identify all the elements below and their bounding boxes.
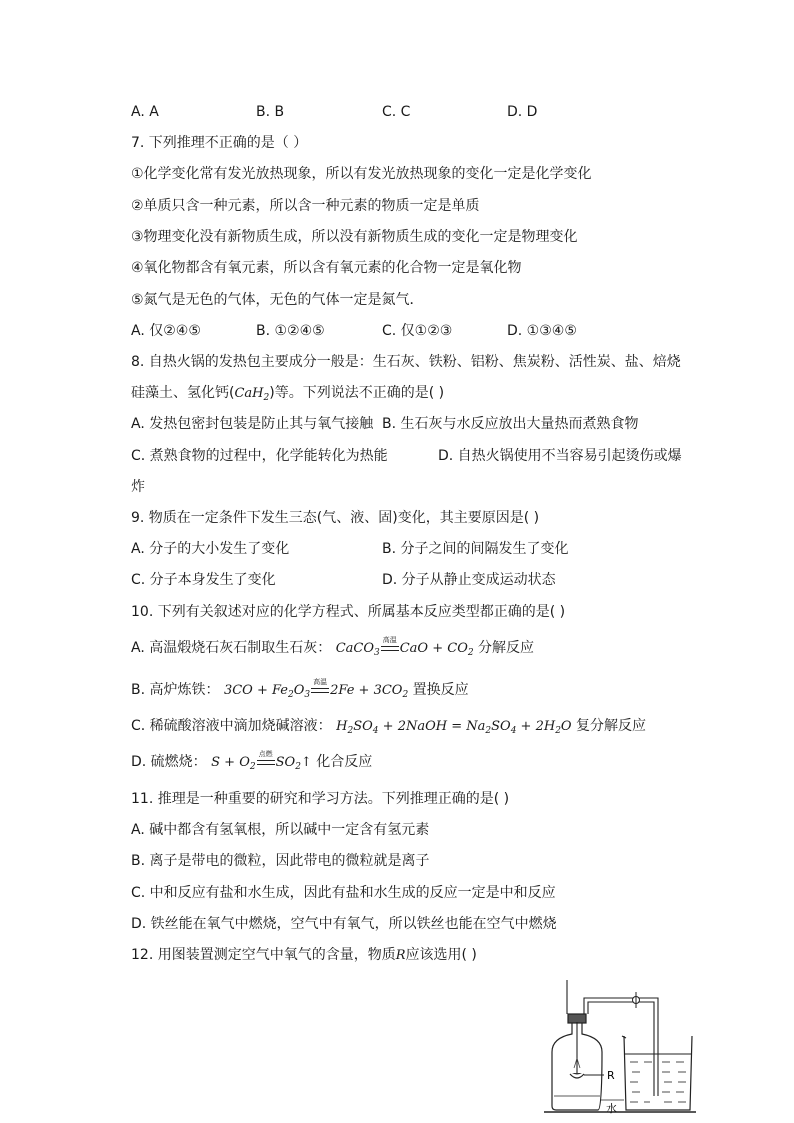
q10-b-text: B. 高炉炼铁：: [131, 682, 220, 698]
q6-option-d[interactable]: D. D: [507, 104, 538, 120]
q10-a-condition: 高温: [382, 636, 397, 644]
q10-stem: 10. 下列有关叙述对应的化学方程式、所属基本反应类型都正确的是( ): [131, 604, 566, 620]
q8-option-a[interactable]: A. 发热包密封包装是防止其与氧气接触: [131, 416, 374, 432]
q10-b-type: 置换反应: [412, 682, 469, 698]
q10-c-type: 复分解反应: [576, 718, 647, 734]
q7-item-3: ③物理变化没有新物质生成，所以没有新物质生成的变化一定是物理变化: [131, 229, 578, 245]
q11-stem: 11. 推理是一种重要的研究和学习方法。下列推理正确的是( ): [131, 791, 510, 807]
q7-option-d[interactable]: D. ①③④⑤: [507, 323, 577, 339]
q8-formula-sub: 2: [263, 393, 270, 403]
q7-item-1: ①化学变化常有发光放热现象，所以有发光放热现象的变化一定是化学变化: [131, 166, 592, 182]
q6-option-a[interactable]: A. A: [131, 104, 159, 120]
q10-a-type: 分解反应: [478, 640, 535, 656]
q12-stem: [131, 945, 477, 966]
q11-option-b[interactable]: B. 离子是带电的微粒，因此带电的微粒就是离子: [131, 853, 430, 869]
q7-option-c[interactable]: C. 仅①②③: [382, 323, 453, 339]
q10-b-equation: $3CO + Fe_2O_3$ 高温 $2Fe + 3CO_2$: [224, 683, 408, 698]
q11-option-d[interactable]: D. 铁丝能在氧气中燃烧，空气中有氧气，所以铁丝也能在空气中燃烧: [131, 916, 557, 932]
q8-option-b[interactable]: B. 生石灰与水反应放出大量热而煮熟食物: [382, 416, 639, 432]
q8-option-d[interactable]: D. 自热火锅使用不当容易引起烫伤或爆: [438, 448, 682, 464]
q7-item-4: ④氧化物都含有氧元素，所以含有氧元素的化合物一定是氧化物: [131, 260, 522, 276]
q8-option-c[interactable]: C. 煮熟食物的过程中，化学能转化为热能: [131, 448, 388, 464]
q10-a-equation: CaCO$_3$ 高温 CaO + $CO_2$: [336, 641, 474, 656]
q9-stem: 9. 物质在一定条件下发生三态(气、液、固)变化，其主要原因是( ): [131, 510, 540, 526]
q10-option-b[interactable]: [131, 680, 469, 701]
substance-r: [572, 1073, 582, 1075]
q10-a-text: A. 高温煅烧石灰石制取生石灰：: [131, 640, 332, 656]
q12-stem-b: 应该选用( ): [405, 947, 477, 963]
q12-stem-r: R: [395, 948, 406, 963]
q8-stem-line1: 8. 自热火锅的发热包主要成分一般是：生石灰、铁粉、铝粉、焦炭粉、活性炭、盐、焙烧: [131, 354, 681, 370]
q7-option-b[interactable]: B. ①②④⑤: [256, 323, 325, 339]
q10-option-a[interactable]: [131, 638, 534, 659]
label-water: 水: [606, 1102, 617, 1115]
q6-option-b[interactable]: B. B: [256, 104, 285, 120]
q9-option-d[interactable]: D. 分子从静止变成运动状态: [382, 572, 556, 588]
q10-d-condition: 点燃: [258, 750, 273, 758]
q11-option-c[interactable]: C. 中和反应有盐和水生成，因此有盐和水生成的反应一定是中和反应: [131, 885, 556, 901]
q6-option-c[interactable]: C. C: [382, 104, 411, 120]
q10-d-type: 化合反应: [316, 754, 373, 770]
glass-tube: [584, 998, 658, 1096]
q12-stem-a: 12. 用图装置测定空气中氧气的含量，物质: [131, 947, 396, 963]
ladle-cup: [570, 1074, 584, 1078]
q10-d-text: D. 硫燃烧：: [131, 754, 207, 770]
q10-b-condition: 高温: [313, 678, 328, 686]
q8-option-d-cont: 炸: [131, 479, 145, 495]
q9-option-b[interactable]: B. 分子之间的间隔发生了变化: [382, 541, 569, 557]
q10-c-equation: $H_2SO_4$ + 2NaOH = $Na_2SO_4 + 2H_2O$: [336, 719, 572, 736]
label-r: R: [607, 1069, 615, 1082]
q9-option-c[interactable]: C. 分子本身发生了变化: [131, 572, 276, 588]
beaker: [622, 1036, 692, 1110]
q10-option-c[interactable]: [131, 716, 646, 737]
q7-item-5: ⑤氮气是无色的气体，无色的气体一定是氮气．: [131, 292, 424, 308]
q7-stem: 7. 下列推理不正确的是（ ）: [131, 135, 308, 151]
apparatus-diagram: [540, 978, 700, 1118]
q9-option-a[interactable]: A. 分子的大小发生了变化: [131, 541, 290, 557]
q8-stem-text-a: 硅藻土、氢化钙(: [131, 385, 235, 401]
q7-option-a[interactable]: A. 仅②④⑤: [131, 323, 201, 339]
q8-formula: [234, 386, 269, 401]
q8-formula-base: CaH: [234, 386, 264, 401]
q7-item-2: ②单质只含一种元素，所以含一种元素的物质一定是单质: [131, 198, 480, 214]
q8-stem-line2: [131, 383, 444, 404]
q11-option-a[interactable]: A. 碱中都含有氢氧根，所以碱中一定含有氢元素: [131, 822, 430, 838]
q10-c-text: C. 稀硫酸溶液中滴加烧碱溶液：: [131, 718, 332, 734]
q10-d-equation: $S + O_2$ 点燃 $SO_2↑$: [211, 755, 312, 770]
q10-option-d[interactable]: [131, 752, 372, 773]
q8-stem-text-c: )等。下列说法不正确的是( ): [269, 385, 445, 401]
glass-tube-inner: [588, 1002, 654, 1096]
